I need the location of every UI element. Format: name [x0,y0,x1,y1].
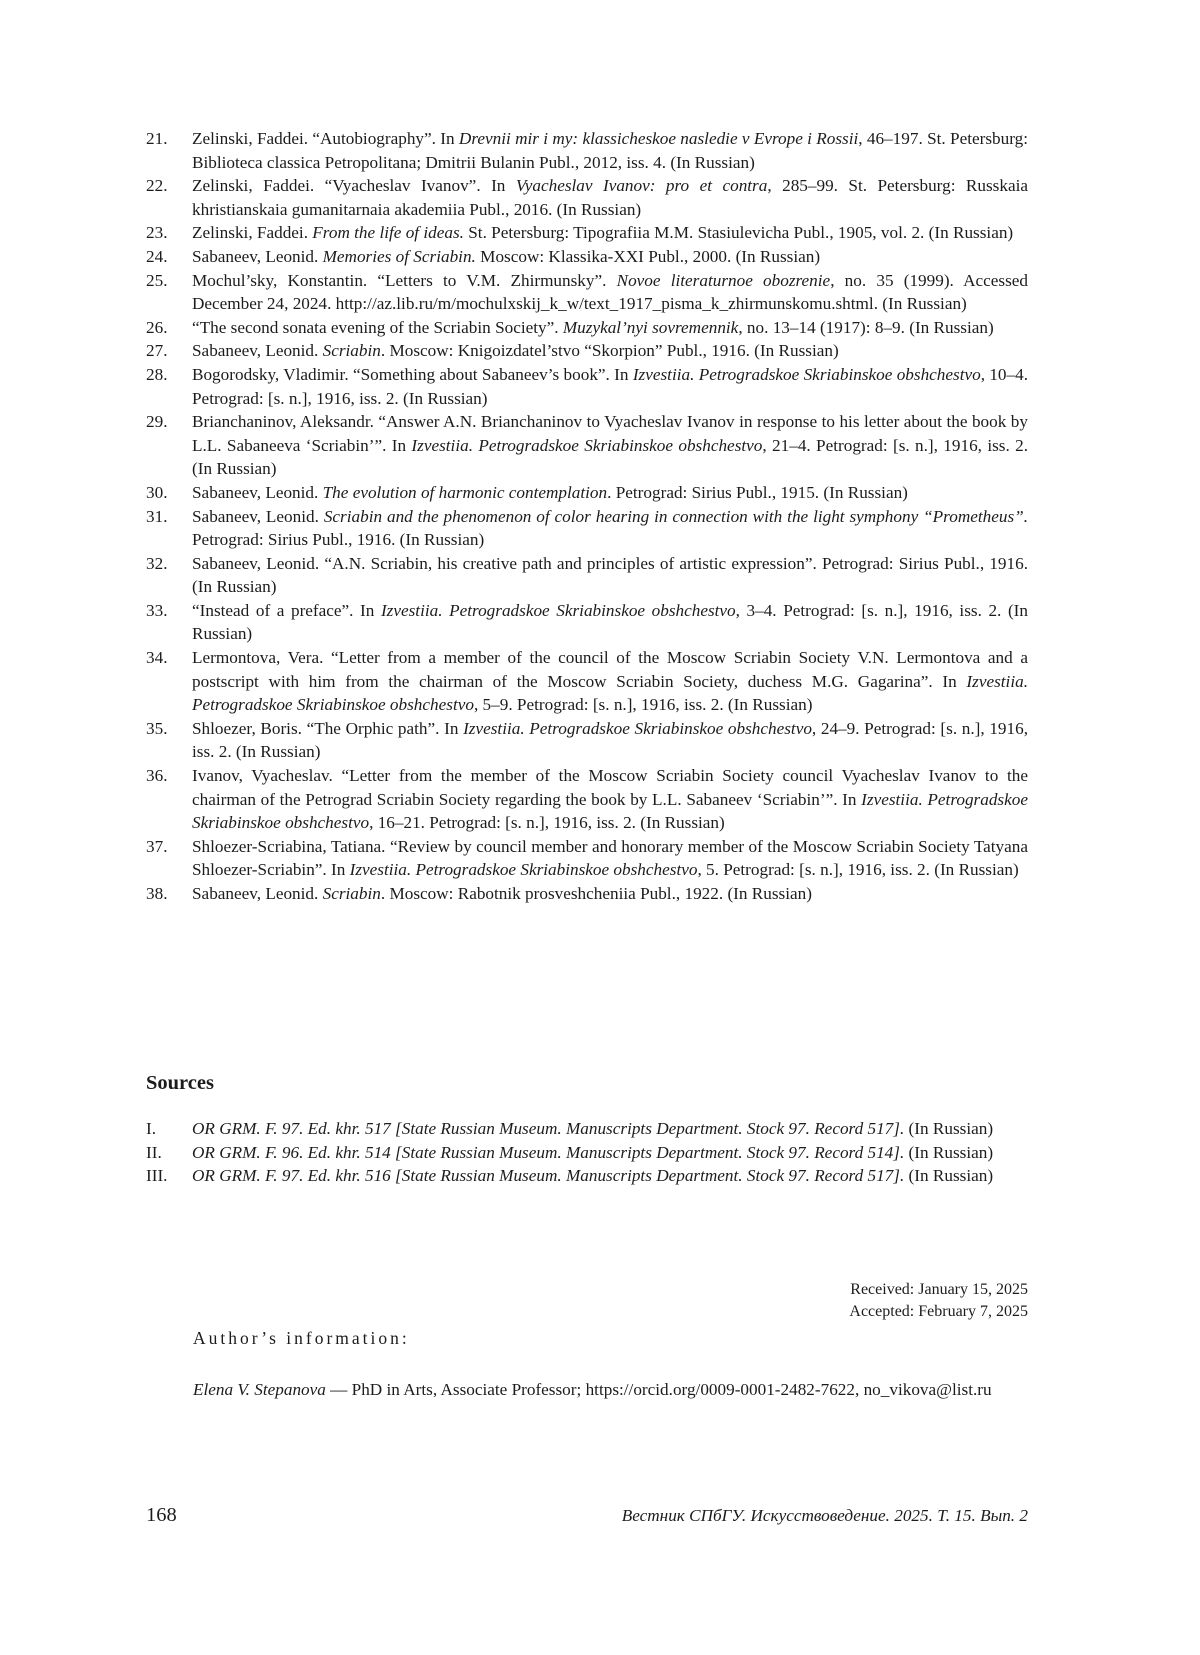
reference-item-text: , no. 13–14 (1917): 8–9. (In Russian) [738,317,994,337]
reference-item-text: St. Petersburg: Tipografiia M.M. Stasiulevicha Publ., 1905, vol. 2. (In Russian) [463,223,1014,243]
reference-item-italic-title: Novoe literaturnoe obozrenie [616,270,831,290]
source-item-text: (In Russian) [904,1119,994,1138]
reference-item-number: 33. [146,600,168,620]
reference-item-text: Shloezer-Scriabina, Tatiana. “Review by council member and honorary member of the Moscow Scriabin Society Tatyana Shloezer-Scriabin”. In [192,836,1028,880]
reference-item-text: Zelinski, Faddei. “Vyacheslav Ivanov”. In [192,176,516,196]
reference-item [146,552,1028,599]
reference-item-number: 21. [146,129,168,148]
reference-item [146,127,1028,174]
reference-item [146,481,1028,505]
reference-item [146,221,1028,245]
reference-item-text: . Petrograd: Sirius Publ., 1915. (In Russian) [607,482,908,502]
reference-item-text: , 10–4. Petrograd: [s. n.], 1916, iss. 2. (In Russian) [192,364,1029,408]
reference-item-number: 29. [146,412,168,432]
reference-item-number: 30. [146,482,168,502]
reference-item-italic-title: Muzykal’nyi sovremennik [562,317,739,337]
reference-item-number: 35. [146,718,168,738]
reference-item-text: Zelinski, Faddei. [192,223,313,243]
reference-item-text: Bogorodsky, Vladimir. “Something about Sabaneev’s book”. In [192,364,633,384]
journal-title: Вестник СПбГУ. Искусствоведение. 2025. Т. 15. Вып. 2 [621,1506,1028,1525]
reference-item-text: Sabaneev, Leonid. [192,246,323,266]
reference-item-text: Sabaneev, Leonid. [192,341,323,361]
accepted-date: Accepted: February 7, 2025 [849,1302,1028,1320]
reference-item [146,835,1028,882]
source-item [146,1164,1028,1188]
reference-item [146,882,1028,906]
reference-item-number: 25. [146,270,168,290]
received-date: Received: January 15, 2025 [850,1281,1028,1298]
reference-item [146,316,1028,340]
reference-item [146,410,1028,481]
author-info-label: Author’s information: [193,1328,410,1348]
reference-item-italic-title: Izvestiia. Petrogradskoe Skriabinskoe obshchestvo [632,364,981,384]
reference-item-italic-title: Drevnii mir i my: klassicheskoe nasledie v Evrope i Rossii [458,129,859,148]
reference-item-text: Zelinski, Faddei. “Autobiography”. In [192,129,459,148]
reference-item-text: , 3–4. Petrograd: [s. n.], 1916, iss. 2. (In Russian) [192,600,1028,644]
reference-item-text: , 5. Petrograd: [s. n.], 1916, iss. 2. (In Russian) [697,860,1019,880]
reference-item-number: 31. [146,506,168,526]
reference-item [146,339,1028,363]
reference-item-italic-title: Vyacheslav Ivanov: pro et contra [515,176,768,196]
reference-item-number: 37. [146,836,168,856]
reference-item-italic-title: Memories of Scriabin. [322,246,476,266]
reference-item-number: 32. [146,553,168,573]
reference-item-text: Brianchaninov, Aleksandr. “Answer A.N. Brianchaninov to Vyacheslav Ivanov in response to his letter about the book by L.L. Sabaneeva ‘Scriabin’”. In [192,412,1028,455]
reference-item-text: Petrograd: Sirius Publ., 1916. (In Russian) [192,530,485,550]
reference-item-text: “Instead of a preface”. In [192,600,381,620]
reference-item [146,599,1028,646]
submission-dates [849,1279,1028,1322]
reference-item-number: 28. [146,364,168,384]
reference-item-italic-title: Izvestiia. Petrogradskoe Skriabinskoe obshchestvo [192,671,1028,715]
source-item-number: I. [146,1119,157,1138]
reference-item [146,174,1028,221]
source-item-text: (In Russian) [904,1142,994,1162]
reference-item-number: 22. [146,176,168,196]
reference-item-text: Sabaneev, Leonid. [192,482,323,502]
reference-item-italic-title: Izvestiia. Petrogradskoe Skriabinskoe obshchestvo [380,600,736,620]
reference-item-number: 23. [146,223,168,243]
reference-item-number: 38. [146,884,168,903]
sources-list [146,1117,1028,1188]
reference-item-number: 36. [146,766,168,786]
source-item-number: II. [146,1142,162,1162]
reference-item-text: Sabaneev, Leonid. [192,506,324,526]
reference-item-text: , 24–9. Petrograd: [s. n.], 1916, iss. 2. (In Russian) [192,718,1028,762]
reference-item-italic-title: Izvestiia. Petrogradskoe Skriabinskoe obshchestvo [349,860,698,880]
reference-item-text: , 46–197. St. Petersburg: Biblioteca classica Petropolitana; Dmitrii Bulanin Publ., 2012, iss. 4. (In Russian) [192,129,1028,172]
source-item [146,1141,1028,1165]
source-item-number: III. [146,1166,168,1186]
source-item-text: (In Russian) [904,1166,994,1186]
reference-item-text: , no. 35 (1999). Accessed December 24, 2024. http://az.lib.ru/m/mochulxskij_k_w/text_1917_pisma_k_zhirmunskomu.shtml. (In Russian) [192,270,1029,314]
reference-item [146,505,1028,552]
reference-item-italic-title: From the life of ideas. [312,223,464,243]
reference-item-text: Sabaneev, Leonid. [192,884,323,903]
page-number: 168 [146,1504,177,1526]
reference-item-text: , 285–99. St. Petersburg: Russkaia khristianskaia gumanitarnaia akademiia Publ., 2016. (In Russian) [192,176,1028,219]
reference-item-text: Mochul’sky, Konstantin. “Letters to V.M. Zhirmunsky”. [192,270,617,290]
reference-item-number: 34. [146,648,168,668]
reference-item [146,269,1028,316]
source-item-italic-title: OR GRM. F. 97. Ed. khr. 516 [State Russian Museum. Manuscripts Department. Stock 97. Record 517]. [192,1166,905,1186]
source-item-italic-title: OR GRM. F. 97. Ed. khr. 517 [State Russian Museum. Manuscripts Department. Stock 97. Record 517]. [192,1119,905,1138]
reference-item-text: , 21–4. Petrograd: [s. n.], 1916, iss. 2. (In Russian) [192,435,1029,479]
reference-item-number: 27. [146,341,168,361]
reference-item-text: . Moscow: Knigoizdatel’stvo “Skorpion” Publ., 1916. (In Russian) [380,341,839,361]
author-name: Elena V. Stepanova [193,1380,326,1399]
reference-item-italic-title: Izvestiia. Petrogradskoe Skriabinskoe obshchestvo [463,718,812,738]
reference-item-italic-title: The evolution of harmonic contemplation [322,482,608,502]
reference-item-italic-title: Scriabin and the phenomenon of color hearing in connection with the light symphony “Prometheus”. [323,506,1028,526]
reference-item-text: “The second sonata evening of the Scriabin Society”. [192,317,563,337]
sources-heading: Sources [146,1072,214,1094]
reference-item-number: 24. [146,246,168,266]
reference-item-text: Sabaneev, Leonid. “A.N. Scriabin, his creative path and principles of artistic expression”. Petrograd: Sirius Publ., 1916. (In Russian) [192,553,1028,597]
reference-item-number: 26. [146,317,168,337]
reference-item [146,363,1028,410]
reference-item-text: . Moscow: Rabotnik prosveshcheniia Publ., 1922. (In Russian) [380,884,812,903]
reference-item [146,764,1028,835]
reference-item [146,245,1028,269]
reference-item-italic-title: Izvestiia. Petrogradskoe Skriabinskoe obshchestvo [411,435,763,455]
reference-item-italic-title: Scriabin [322,884,381,903]
source-item-italic-title: OR GRM. F. 96. Ed. khr. 514 [State Russian Museum. Manuscripts Department. Stock 97. Record 514]. [192,1142,905,1162]
reference-item [146,646,1028,717]
reference-item-italic-title: Scriabin [322,341,381,361]
reference-item-text: Shloezer, Boris. “The Orphic path”. In [192,718,464,738]
reference-list [146,127,1028,906]
reference-item [146,717,1028,764]
reference-item-text: , 5–9. Petrograd: [s. n.], 1916, iss. 2. (In Russian) [473,695,813,715]
author-details: — PhD in Arts, Associate Professor; https://orcid.org/0009-0001-2482-7622, no_vikova@list.ru [325,1380,992,1399]
author-info [193,1378,1033,1402]
reference-item-text: Moscow: Klassika-XXI Publ., 2000. (In Russian) [475,246,821,266]
reference-item-text: Ivanov, Vyacheslav. “Letter from the member of the Moscow Scriabin Society council Vyacheslav Ivanov to the chairman of the Petrograd Scriabin Society regarding the book by L.L. Sabaneev ‘Scriabin’”. In [192,766,1028,809]
source-item [146,1117,1028,1141]
reference-item-text: , 16–21. Petrograd: [s. n.], 1916, iss. 2. (In Russian) [369,813,725,833]
reference-item-italic-title: Izvestiia. Petrogradskoe Skriabinskoe obshchestvo [192,789,1028,833]
reference-item-text: Lermontova, Vera. “Letter from a member of the council of the Moscow Scriabin Society V.N. Lermontova and a postscript with him from the chairman of the Moscow Scriabin Society, duchess M.G. Gagarina”. In [192,648,1028,691]
